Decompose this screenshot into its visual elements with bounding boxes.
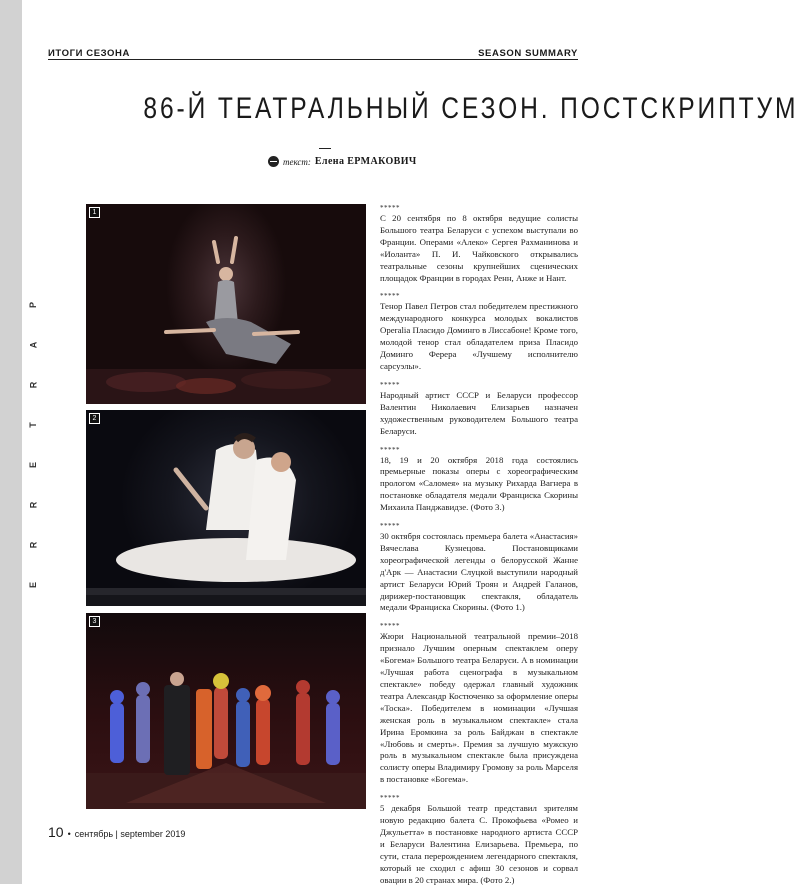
title-divider <box>319 148 331 149</box>
pen-icon <box>268 156 279 167</box>
photo-number: 1 <box>89 207 100 218</box>
item-separator: ***** <box>380 292 400 301</box>
vertical-letter: E <box>27 461 38 469</box>
running-header <box>48 45 578 59</box>
vertical-letter: A <box>28 341 38 349</box>
byline-author: Елена ЕРМАКОВИЧ <box>314 156 417 167</box>
byline <box>268 156 417 167</box>
news-item: С 20 сентября по 8 октября ведущие солисты Большого театра Беларуси с успехом выступали во Франции. Операми «Алеко» Сергея Рахманинова и «Иоланта» П. И. Чайковского открывались театральные сезоны крупнейших сценических площадок Франции в городах Ренн, Анже и Нант. <box>380 213 578 283</box>
page-footer <box>48 824 185 840</box>
vertical-letter: R <box>28 381 38 389</box>
photo-number: 3 <box>89 616 100 627</box>
vertical-letter: R <box>28 541 38 549</box>
news-item: Народный артист СССР и Беларуси профессор Валентин Николаевич Елизарьев назначен художественным руководителем Большого театра Беларуси. <box>380 389 578 436</box>
vertical-letter: R <box>28 501 38 509</box>
byline-label: текст: <box>283 156 311 167</box>
news-item: Жюри Национальной театральной премии–2018 признало Лучшим оперным спектаклем оперу «Богема» Большого театра Беларуси. А в номинации «Лучшая работа сценографа в музыкальном спектакле» победу одержал главный художник театра Александр Костюченко за оформление оперы «Тоска». Победителем в номинации «Лучшая женская роль в музыкальном спектакле» стала Ирина Еромкина за роль Байджан в спектакле «Любовь и смерть». Премия за лучшую мужскую роль в музыкальном спектакле была присуждена солисту оперы Владимиру Громову за роль Марселя в постановке «Богема». <box>380 631 578 785</box>
header-divider <box>48 59 578 60</box>
vertical-letter: P <box>27 301 38 309</box>
item-separator: ***** <box>380 445 400 454</box>
vertical-letter: T <box>28 422 38 428</box>
photo-illustration <box>86 204 366 404</box>
news-item: 5 декабря Большой театр представил зрителям новую редакцию балета С. Прокофьева «Ромео и Джульетта» в постановке народного артиста СССР и Беларуси Валентина Елизарьева. Премьера, по сути, стала перерождением легендарного спектакля, который не сходил с афиш 30 сезонов и сорвал овации в 20 странах мира. (Фото 2.) <box>380 803 578 885</box>
news-item: 18, 19 и 20 октября 2018 года состоялись премьерные показы оперы с хореографическим прологом «Саломея» на музыку Рихарда Вагнера в постановке обладателя медали Франциска Скорины Михаила Панджавидзе. (Фото 3.) <box>380 454 578 513</box>
item-separator: ***** <box>380 204 400 212</box>
item-separator: ***** <box>380 522 400 531</box>
section-name: ИТОГИ СЕЗОНА <box>48 48 130 59</box>
photo-number: 2 <box>89 413 100 424</box>
photo-opera-ensemble <box>86 613 366 809</box>
section-vertical-label <box>26 300 40 590</box>
news-item: Тенор Павел Петров стал победителем престижного международного конкурса молодых вокалистов Operalia Пласидо Доминго в Лиссабоне! Кроме того, молодой тенор стал обладателем приза Пласидо Доминго Ферера «Лучшему исполнителю сарсуэлы». <box>380 301 578 371</box>
photo-ballet-dancer <box>86 204 366 404</box>
photo-ballet-couple <box>86 410 366 606</box>
photo-illustration <box>86 410 366 606</box>
item-separator: ***** <box>380 380 400 389</box>
footer-bullet: • <box>67 829 71 839</box>
section-name-english: SEASON SUMMARY <box>478 48 578 59</box>
news-item: 30 октября состоялась премьера балета «Анастасия» Вячеслава Кузнецова. Постановщиками хореографической легенды о белорусской Жанне д'Арк — Анастасии Слуцкой выступили народный артист Беларуси Юрий Троян и Андрей Галанов, дирижер-постановщик спектакля, обладатель медали Франциска Скорины. (Фото 1.) <box>380 531 578 613</box>
item-separator: ***** <box>380 794 400 803</box>
vertical-letter: E <box>27 581 38 589</box>
news-column <box>380 204 578 895</box>
item-separator: ***** <box>380 622 400 631</box>
article-title: 86-Й ТЕАТРАЛЬНЫЙ СЕЗОН. ПОСТСКРИПТУМ <box>143 92 798 125</box>
page-margin-strip <box>0 0 22 884</box>
photo-illustration <box>86 613 366 809</box>
page-number: 10 <box>48 824 64 840</box>
issue-date: сентябрь | september 2019 <box>74 829 186 839</box>
